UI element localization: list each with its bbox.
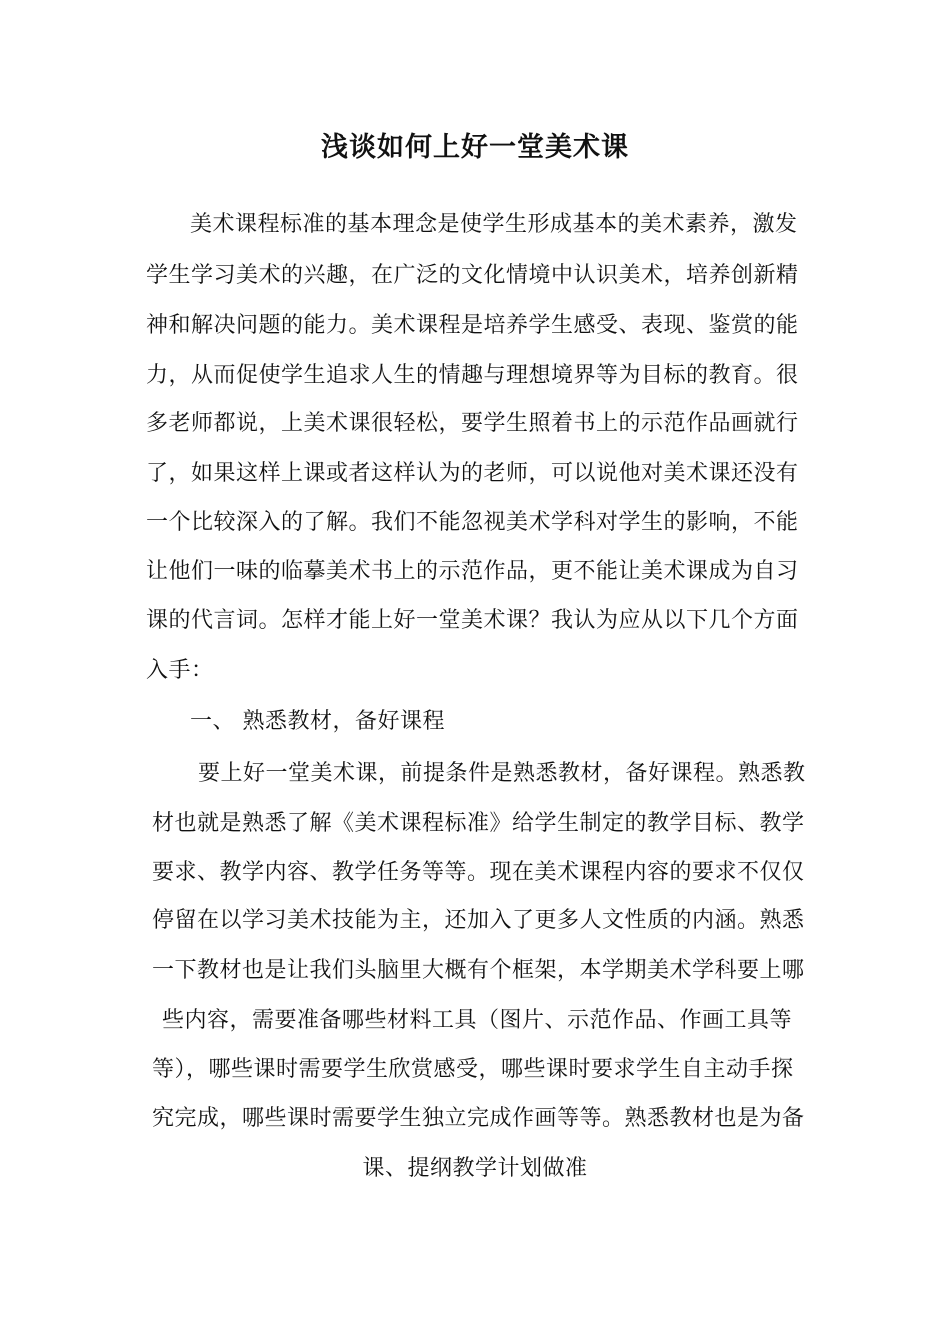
section-line-6: 些内容，需要准备哪些材料工具（图片、示范作品、作画工具等 — [162, 1008, 793, 1033]
section-line-5: 一下教材也是让我们头脑里大概有个框架，本学期美术学科要上哪 — [152, 958, 805, 983]
intro-line-5: 多老师都说，上美术课很轻松，要学生照着书上的示范作品画就行 — [146, 411, 799, 436]
section-line-3: 要求、教学内容、教学任务等等。现在美术课程内容的要求不仅仅 — [152, 860, 805, 885]
section-line-1: 要上好一堂美术课，前提条件是熟悉教材，备好课程。熟悉教 — [198, 761, 806, 786]
section-heading: 一、 熟悉教材，备好课程 — [190, 709, 445, 734]
intro-line-2: 学生学习美术的兴趣，在广泛的文化情境中认识美术，培养创新精 — [146, 263, 799, 288]
section-line-4: 停留在以学习美术技能为主，还加入了更多人文性质的内涵。熟悉 — [152, 908, 805, 933]
intro-line-3: 神和解决问题的能力。美术课程是培养学生感受、表现、鉴赏的能 — [146, 313, 799, 338]
section-line-8: 究完成，哪些课时需要学生独立完成作画等等。熟悉教材也是为备 — [152, 1106, 805, 1131]
intro-line-8: 让他们一味的临摹美术书上的示范作品，更不能让美术课成为自习 — [146, 559, 799, 584]
section-line-9: 课、提纲教学计划做准 — [362, 1156, 588, 1181]
section-line-2: 材也就是熟悉了解《美术课程标准》给学生制定的教学目标、教学 — [152, 811, 805, 836]
document-title: 浅谈如何上好一堂美术课 — [321, 132, 629, 163]
section-line-7: 等），哪些课时需要学生欣赏感受，哪些课时要求学生自主动手探 — [152, 1057, 794, 1082]
intro-line-6: 了，如果这样上课或者这样认为的老师，可以说他对美术课还没有 — [146, 461, 799, 486]
intro-line-7: 一个比较深入的了解。我们不能忽视美术学科对学生的影响，不能 — [146, 510, 799, 535]
intro-line-9: 课的代言词。怎样才能上好一堂美术课？我认为应从以下几个方面 — [146, 608, 799, 633]
intro-line-1: 美术课程标准的基本理念是使学生形成基本的美术素养，激发 — [190, 212, 798, 237]
intro-line-4: 力，从而促使学生追求人生的情趣与理想境界等为目标的教育。很 — [146, 363, 799, 388]
intro-line-10: 入手： — [146, 658, 214, 683]
